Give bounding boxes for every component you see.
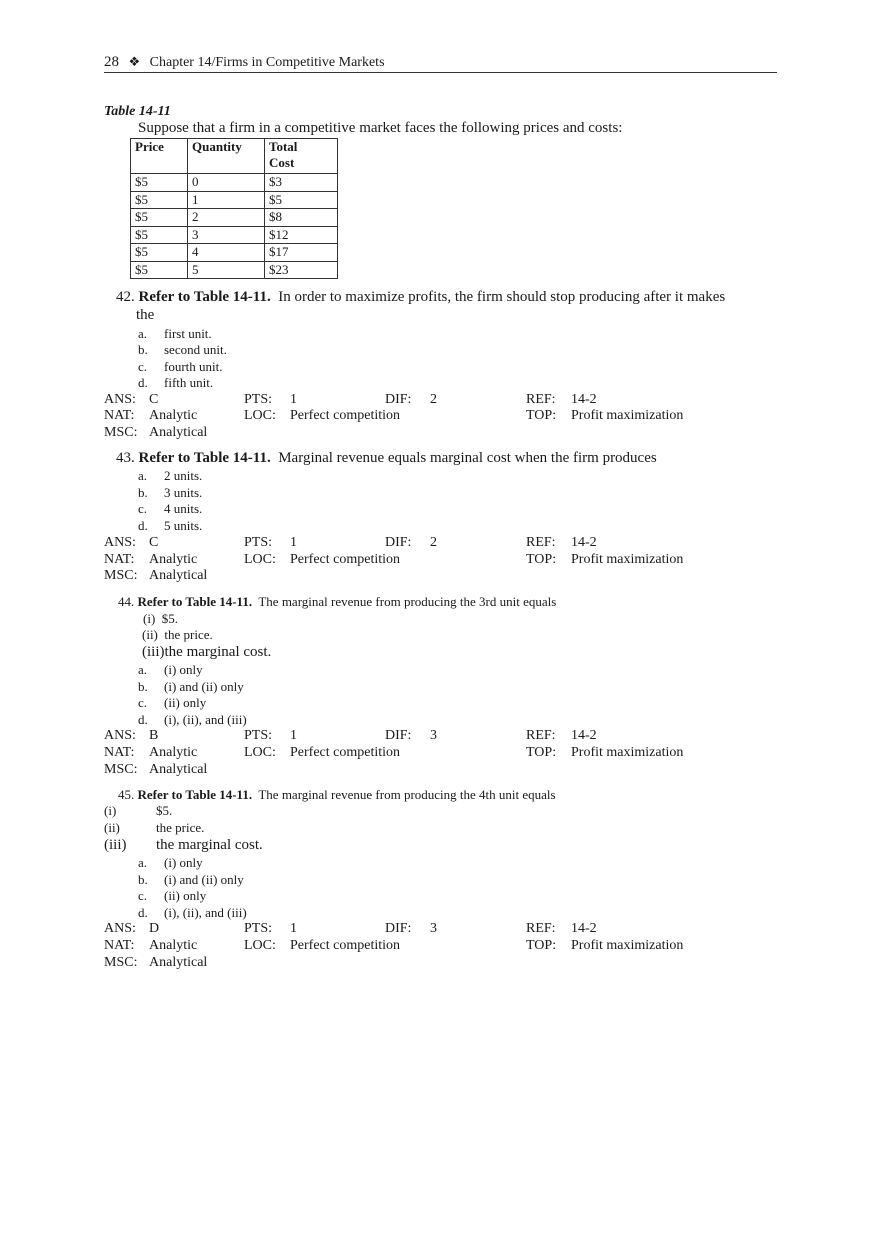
option-text: 5 units.	[164, 518, 203, 533]
question-text: The marginal revenue from producing the 3rd unit equals	[258, 594, 557, 609]
header-quantity: Quantity	[188, 139, 265, 174]
table-row	[131, 174, 338, 192]
option-letter: d.	[138, 518, 148, 533]
option-d	[138, 712, 247, 728]
table-cell: 0	[188, 174, 265, 192]
option-text: 2 units.	[164, 468, 203, 483]
option-letter: a.	[138, 326, 148, 341]
pts-value: 1	[290, 535, 297, 550]
table-cell: 5	[188, 261, 265, 279]
option-letter: d.	[138, 905, 148, 920]
option-c	[138, 501, 202, 517]
ref-label: REF:	[526, 392, 556, 407]
pts-value: 1	[290, 728, 297, 743]
top-label: TOP:	[526, 408, 557, 423]
pts-value: 1	[290, 921, 297, 936]
option-letter: c.	[138, 695, 148, 710]
option-text: fourth unit.	[164, 359, 223, 374]
loc-label: LOC:	[244, 938, 276, 953]
loc-value: Perfect competition	[290, 408, 401, 423]
dif-label: DIF:	[385, 728, 412, 743]
nat-label: NAT:	[104, 552, 135, 567]
pts-label: PTS:	[244, 728, 273, 743]
msc-label: MSC:	[104, 425, 138, 440]
item-iii-label: (iii)	[104, 837, 127, 853]
option-c	[138, 888, 206, 904]
item-text: $5.	[161, 611, 179, 626]
ref-value: 14-2	[571, 392, 597, 407]
ans-label: ANS:	[104, 392, 136, 407]
loc-label: LOC:	[244, 408, 276, 423]
header-total: Total	[269, 139, 298, 154]
nat-label: NAT:	[104, 938, 135, 953]
msc-value: Analytical	[149, 425, 208, 440]
ans-label: ANS:	[104, 921, 136, 936]
table-cell: $5	[131, 191, 188, 209]
table-cell: 4	[188, 244, 265, 262]
option-b	[138, 342, 227, 358]
question-number: 43.	[116, 450, 135, 466]
ans-label: ANS:	[104, 728, 136, 743]
option-text: 3 units.	[164, 485, 203, 500]
question-ref: Refer to Table 14-11.	[138, 289, 271, 305]
question-ref: Refer to Table 14-11.	[138, 450, 271, 466]
pts-label: PTS:	[244, 392, 273, 407]
nat-label: NAT:	[104, 745, 135, 760]
nat-value: Analytic	[149, 408, 198, 423]
table-cell: $12	[265, 226, 338, 244]
ref-label: REF:	[526, 728, 556, 743]
question-number: 42.	[116, 289, 135, 305]
option-letter: a.	[138, 468, 148, 483]
table-cell: $5	[131, 209, 188, 227]
option-a	[138, 662, 203, 678]
msc-label: MSC:	[104, 568, 138, 583]
dif-value: 3	[430, 921, 437, 936]
item-iii	[142, 644, 271, 661]
option-b	[138, 872, 244, 888]
table-row	[131, 226, 338, 244]
item-ii	[142, 627, 213, 643]
table-row	[131, 244, 338, 262]
ans-value: B	[149, 728, 159, 743]
item-label: (ii)	[142, 627, 158, 642]
table-row	[131, 261, 338, 279]
table-row	[131, 191, 338, 209]
ans-value: D	[149, 921, 160, 936]
option-text: fifth unit.	[164, 375, 214, 390]
option-b	[138, 485, 202, 501]
option-c	[138, 695, 206, 711]
question-text: The marginal revenue from producing the 4th unit equals	[258, 787, 556, 802]
chapter-title: Chapter 14/Firms in Competitive Markets	[149, 55, 385, 70]
question-number: 45.	[118, 787, 135, 802]
nat-value: Analytic	[149, 745, 198, 760]
top-label: TOP:	[526, 552, 557, 567]
ref-label: REF:	[526, 535, 556, 550]
nat-value: Analytic	[149, 938, 198, 953]
dif-label: DIF:	[385, 921, 412, 936]
msc-label: MSC:	[104, 955, 138, 970]
dif-value: 3	[430, 728, 437, 743]
table-title: Table 14-11	[104, 104, 171, 119]
table-cell: $8	[265, 209, 338, 227]
loc-label: LOC:	[244, 552, 276, 567]
option-letter: d.	[138, 375, 148, 390]
top-value: Profit maximization	[571, 745, 684, 760]
option-letter: a.	[138, 855, 148, 870]
question-44	[118, 594, 556, 610]
option-text: (i) only	[164, 662, 203, 677]
header-total-cost	[265, 139, 338, 174]
table-row	[131, 209, 338, 227]
question-45	[118, 787, 556, 803]
top-value: Profit maximization	[571, 938, 684, 953]
loc-value: Perfect competition	[290, 745, 401, 760]
table-header-row	[131, 139, 338, 174]
option-text: first unit.	[164, 326, 212, 341]
loc-value: Perfect competition	[290, 552, 401, 567]
table-intro: Suppose that a firm in a competitive market faces the following prices and costs:	[138, 120, 623, 136]
item-text: the price.	[164, 627, 213, 642]
table-cell: $23	[265, 261, 338, 279]
ans-label: ANS:	[104, 535, 136, 550]
option-a	[138, 468, 202, 484]
dif-value: 2	[430, 535, 437, 550]
question-text-cont: the	[136, 307, 155, 323]
item-i	[143, 611, 178, 627]
item-text: the marginal cost.	[164, 644, 272, 660]
question-42	[116, 289, 725, 306]
option-c	[138, 359, 223, 375]
option-letter: b.	[138, 342, 148, 357]
table-cell: $5	[265, 191, 338, 209]
msc-value: Analytical	[149, 955, 208, 970]
msc-value: Analytical	[149, 762, 208, 777]
option-text: second unit.	[164, 342, 227, 357]
option-text: (i) only	[164, 855, 203, 870]
option-d	[138, 375, 213, 391]
table-cell: $5	[131, 261, 188, 279]
item-label: (iii)	[142, 644, 165, 660]
item-iii-text: the marginal cost.	[156, 837, 263, 853]
diamond-icon: ❖	[128, 54, 141, 69]
table-cell: $5	[131, 244, 188, 262]
option-letter: b.	[138, 485, 148, 500]
dif-value: 2	[430, 392, 437, 407]
table-cell: 2	[188, 209, 265, 227]
question-ref: Refer to Table 14-11.	[137, 787, 253, 802]
dif-label: DIF:	[385, 535, 412, 550]
ref-value: 14-2	[571, 921, 597, 936]
option-d	[138, 905, 247, 921]
option-letter: b.	[138, 872, 148, 887]
loc-value: Perfect competition	[290, 938, 401, 953]
option-letter: b.	[138, 679, 148, 694]
page-header	[104, 54, 385, 71]
table-cell: 1	[188, 191, 265, 209]
header-cost: Cost	[269, 155, 295, 170]
question-text: In order to maximize profits, the firm should stop producing after it makes	[278, 289, 726, 305]
option-d	[138, 518, 202, 534]
option-text: (i), (ii), and (iii)	[164, 905, 247, 920]
price-cost-table	[130, 138, 338, 279]
top-label: TOP:	[526, 938, 557, 953]
option-text: 4 units.	[164, 501, 203, 516]
nat-label: NAT:	[104, 408, 135, 423]
option-letter: c.	[138, 888, 148, 903]
option-a	[138, 326, 212, 342]
option-letter: c.	[138, 501, 148, 516]
nat-value: Analytic	[149, 552, 198, 567]
table-cell: $5	[131, 226, 188, 244]
table-cell: 3	[188, 226, 265, 244]
item-label: (i)	[143, 611, 156, 626]
question-ref: Refer to Table 14-11.	[137, 594, 253, 609]
table-cell: $5	[131, 174, 188, 192]
loc-label: LOC:	[244, 745, 276, 760]
pts-value: 1	[290, 392, 297, 407]
option-letter: c.	[138, 359, 148, 374]
question-43	[116, 450, 657, 467]
option-letter: a.	[138, 662, 148, 677]
option-text: (i) and (ii) only	[164, 872, 244, 887]
item-ii-label: (ii)	[104, 820, 120, 835]
question-number: 44.	[118, 594, 135, 609]
ref-value: 14-2	[571, 728, 597, 743]
dif-label: DIF:	[385, 392, 412, 407]
item-i-text: $5.	[156, 803, 173, 818]
table-cell: $17	[265, 244, 338, 262]
pts-label: PTS:	[244, 535, 273, 550]
msc-label: MSC:	[104, 762, 138, 777]
ref-value: 14-2	[571, 535, 597, 550]
option-b	[138, 679, 244, 695]
option-text: (i) and (ii) only	[164, 679, 244, 694]
top-value: Profit maximization	[571, 408, 684, 423]
option-text: (ii) only	[164, 695, 207, 710]
option-text: (ii) only	[164, 888, 207, 903]
header-rule	[104, 72, 777, 73]
ref-label: REF:	[526, 921, 556, 936]
option-text: (i), (ii), and (iii)	[164, 712, 247, 727]
item-ii-text: the price.	[156, 820, 205, 835]
pts-label: PTS:	[244, 921, 273, 936]
table-cell: $3	[265, 174, 338, 192]
option-letter: d.	[138, 712, 148, 727]
question-text: Marginal revenue equals marginal cost when the firm produces	[278, 450, 657, 466]
item-i-label: (i)	[104, 803, 117, 818]
ans-value: C	[149, 392, 159, 407]
page-number: 28	[104, 54, 119, 70]
header-price: Price	[131, 139, 188, 174]
option-a	[138, 855, 203, 871]
ans-value: C	[149, 535, 159, 550]
top-value: Profit maximization	[571, 552, 684, 567]
top-label: TOP:	[526, 745, 557, 760]
msc-value: Analytical	[149, 568, 208, 583]
